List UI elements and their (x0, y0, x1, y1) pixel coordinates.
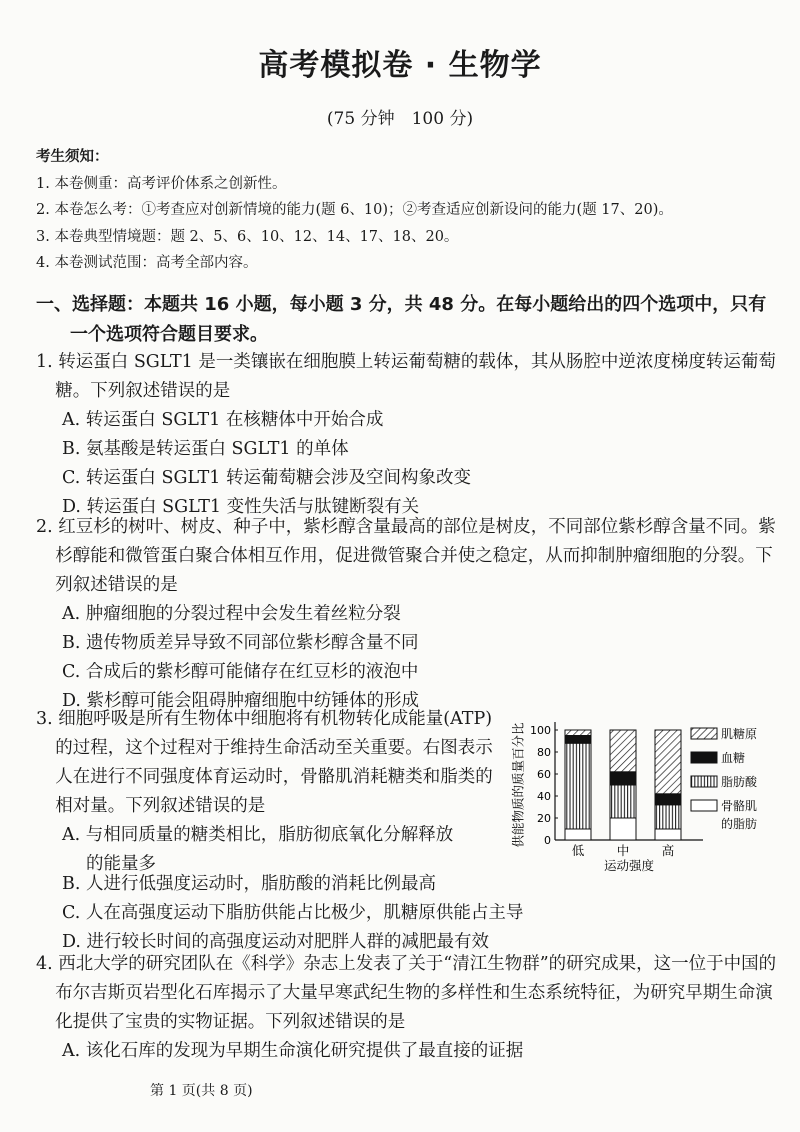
y-tick-label: 20 (537, 812, 551, 825)
y-tick-label: 100 (530, 724, 551, 737)
legend-label: 脂肪酸 (721, 775, 758, 789)
y-tick-label: 0 (544, 834, 551, 847)
exam-duration-score: (75 分钟 100 分) (326, 109, 474, 129)
notice-item: 4. 本卷测试范围：高考全部内容。 (36, 255, 258, 271)
bar-segment (610, 818, 636, 840)
x-tick-label: 中 (616, 843, 630, 858)
legend-swatch (691, 728, 717, 739)
question-4 (36, 950, 781, 1066)
option-b: B. 氨基酸是转运蛋白 SGLT1 的单体 (62, 439, 349, 459)
page-number: 第 1 页(共 8 页) (150, 1083, 253, 1099)
question-3-options (36, 870, 781, 957)
option-d: D. 紫杉醇可能会阻碍肿瘤细胞中纺锤体的形成 (62, 691, 420, 711)
option-b: B. 人进行低强度运动时，脂肪酸的消耗比例最高 (62, 874, 436, 894)
option-b: B. 遗传物质差异导致不同部位紫杉醇含量不同 (62, 633, 419, 653)
notice-item: 2. 本卷怎么考：①考查应对创新情境的能力(题 6、10)；②考查适应创新设问的能力(题 17、20)。 (36, 202, 673, 218)
option-a: A. 与相同质量的糖类相比，脂肪彻底氧化分解释放 (62, 825, 454, 845)
question-3 (36, 705, 506, 879)
energy-source-chart (505, 718, 775, 878)
question-1 (36, 348, 781, 522)
notice-heading: 考生须知： (36, 149, 109, 165)
bar-segment (565, 743, 591, 829)
option-a: A. 转运蛋白 SGLT1 在核糖体中开始合成 (62, 410, 384, 430)
legend-swatch (691, 800, 717, 811)
bar-segment (655, 805, 681, 829)
legend-swatch (691, 776, 717, 787)
legend-label: 骨骼肌 (721, 799, 758, 813)
bar-segment (565, 829, 591, 840)
y-tick-label: 80 (537, 746, 551, 759)
option-a-continued: 的能量多 (86, 854, 156, 874)
section-heading-line2: 一个选项符合题目要求。 (70, 324, 268, 345)
x-tick-label: 高 (661, 843, 675, 858)
y-axis-label: 供能物质的质量百分比 (510, 722, 526, 848)
bar-segment (610, 730, 636, 772)
y-tick-label: 60 (537, 768, 551, 781)
candidate-notice (36, 144, 776, 277)
bar-segment (655, 829, 681, 840)
question-stem: 2. 红豆杉的树叶、树皮、种子中，紫杉醇含量最高的部位是树皮，不同部位紫杉醇含量不同。紫杉醇能和微管蛋白聚合体相互作用，促进微管聚合并使之稳定，从而抑制肿瘤细胞的分裂。下列叙述错误的是 (36, 517, 776, 595)
question-stem: 3. 细胞呼吸是所有生物体中细胞将有机物转化成能量(ATP)的过程，这个过程对于维持生命活动至关重要。右图表示人在进行不同强度体育运动时，骨骼肌消耗糖类和脂类的相对量。下列叙述错误的是 (36, 709, 493, 816)
option-a: A. 该化石库的发现为早期生命演化研究提供了最直接的证据 (62, 1041, 524, 1061)
x-tick-label: 低 (571, 843, 585, 858)
y-tick-label: 40 (537, 790, 551, 803)
option-d: D. 进行较长时间的高强度运动对肥胖人群的减肥最有效 (62, 932, 490, 952)
notice-item: 1. 本卷侧重：高考评价体系之创新性。 (36, 175, 287, 192)
option-c: C. 转运蛋白 SGLT1 转运葡萄糖会涉及空间构象改变 (62, 468, 471, 488)
question-2 (36, 513, 781, 716)
legend-label: 的脂肪 (721, 817, 758, 831)
question-stem: 4. 西北大学的研究团队在《科学》杂志上发表了关于“清江生物群”的研究成果，这一位于中国的布尔吉斯页岩型化石库揭示了大量早寒武纪生物的多样性和生态系统特征，为研究早期生命演化提供了宝贵的实物证据。下列叙述错误的是 (36, 954, 777, 1032)
page-title: 高考模拟卷 · 生物学 (258, 48, 542, 83)
bar-segment (565, 730, 591, 736)
legend-label: 肌糖原 (721, 727, 758, 741)
option-a: A. 肿瘤细胞的分裂过程中会发生着丝粒分裂 (62, 604, 401, 624)
bar-segment (655, 794, 681, 805)
option-d: D. 转运蛋白 SGLT1 变性失活与肽键断裂有关 (62, 497, 420, 517)
option-c: C. 合成后的紫杉醇可能储存在红豆杉的液泡中 (62, 662, 419, 682)
option-c: C. 人在高强度运动下脂肪供能占比极少，肌糖原供能占主导 (62, 903, 524, 923)
section-heading-line1: 一、选择题：本题共 16 小题，每小题 3 分，共 48 分。在每小题给出的四个选项中，只有 (36, 294, 767, 315)
section-heading (36, 290, 776, 350)
notice-item: 3. 本卷典型情境题：题 2、5、6、10、12、14、17、18、20。 (36, 228, 459, 245)
question-stem: 1. 转运蛋白 SGLT1 是一类镶嵌在细胞膜上转运葡萄糖的载体，其从肠腔中逆浓度梯度转运葡萄糖。下列叙述错误的是 (36, 352, 776, 401)
x-axis-label: 运动强度 (603, 858, 655, 873)
bar-segment (610, 772, 636, 785)
legend-swatch (691, 752, 717, 763)
bar-segment (655, 730, 681, 794)
bar-segment (565, 736, 591, 744)
bar-segment (610, 785, 636, 818)
legend-label: 血糖 (721, 751, 746, 765)
